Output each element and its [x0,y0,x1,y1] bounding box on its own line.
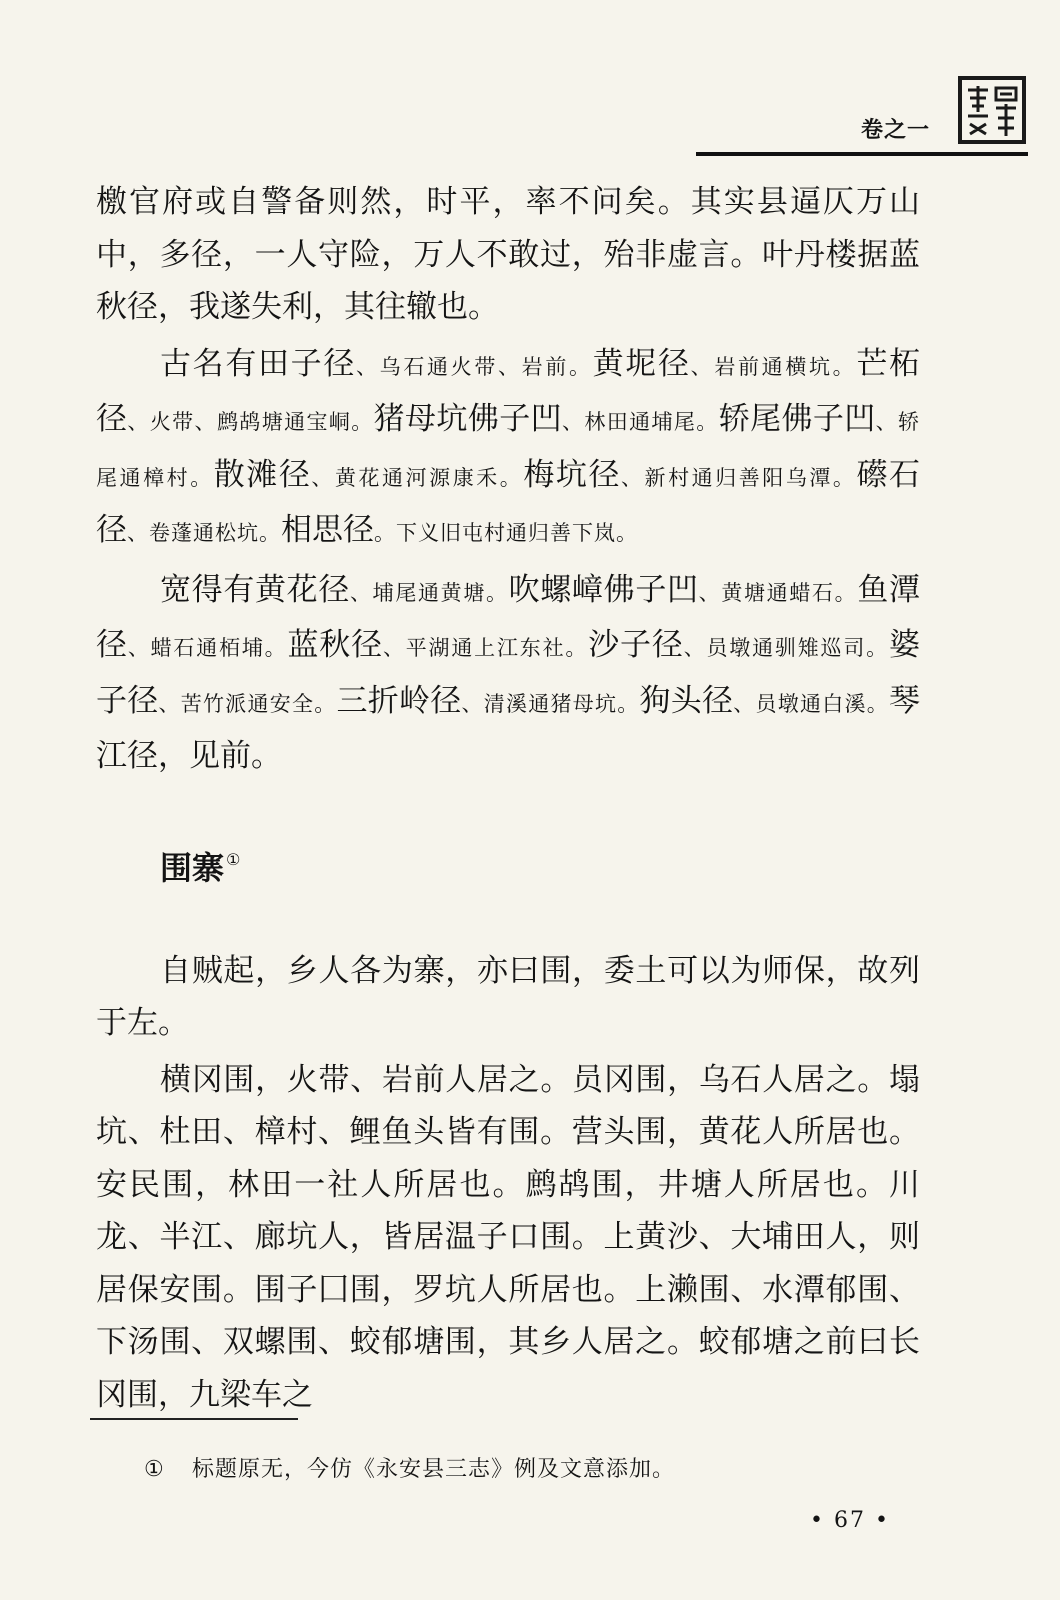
annotation-text: 、平湖通上江东社。 [382,636,589,660]
annotation-text: 、卷蓬通松坑。 [127,521,281,545]
seal-stamp-icon [958,76,1026,144]
body-text: 狗头径 [639,682,734,719]
paragraph [96,176,920,334]
body-text: 琴江径，见前。 [96,682,920,774]
annotation-text: 。下义旧屯村通归善下岚。 [374,521,638,545]
main-text [96,176,920,1421]
body-text: 宽得有黄花径 [160,571,350,608]
body-text: 芒柘径 [96,345,921,437]
annotation-text: 、火带、鹧鸪塘通宝峒。 [127,410,374,434]
annotation-text: 、乌石通火带、岩前。 [356,354,593,379]
body-text: 古名有田子径 [160,345,356,382]
annotation-text: 、新村通归善阳乌潭。 [621,465,857,490]
body-text: 礤石径 [96,456,921,548]
body-text: 横冈围，火带、岩前人居之。员冈围，乌石人居之。塌坑、杜田、樟村、鲤鱼头皆有围。营头围，黄花人所居也。安民围，林田一社人所居也。鹧鸪围，井塘人所居也。川龙、半江、廊坑人，皆居温子口围。上黄沙、大埔田人，则居保安围。围子囗围，罗坑人所居也。上濑围、水潭郁围、下汤围、双螺围、蛟郁塘围，其乡人居之。蛟郁塘之前曰长冈围，九梁车之 [96,1061,920,1413]
paragraph [96,945,920,1050]
footnote-ref: ① [226,849,241,869]
annotation-text: 、埔尾通黄塘。 [350,580,509,605]
annotation-text: 、清溪通猪母坑。 [461,691,640,716]
body-text: 黄坭径 [592,345,691,382]
body-text: 鱼潭径 [96,571,921,663]
footnote-text: 标题原无，今仿《永安县三志》例及文意添加。 [192,1457,676,1482]
annotation-text: 、蜡石通栢埔。 [127,636,288,660]
body-text: 相思径 [281,512,374,548]
annotation-text: 、黄塘通蜡石。 [698,580,858,605]
body-text: 三折岭径 [336,682,462,719]
annotation-text: 、岩前通横坑。 [690,354,857,379]
section-heading [160,835,920,893]
body-text: 檄官府或自警备则然，时平，率不问矣。其实县逼仄万山中，多径，一人守险，万人不敢过，殆非虚言。叶丹楼据蓝秋径，我遂失利，其往辙也。 [96,184,920,325]
body-text: 沙子径 [588,627,684,663]
section-title: 围寨 [160,848,225,887]
paragraph [96,338,920,560]
annotation-text: 、轿尾通樟村。 [96,410,921,490]
body-text: 梅坑径 [523,456,621,493]
annotation-text: 、黄花通河源康禾。 [311,465,524,490]
body-text: 散滩径 [213,456,312,493]
footnote-rule [90,1418,298,1420]
footnote-mark: ① [144,1457,165,1482]
annotation-text: 、员墩通白溪。 [733,691,889,716]
body-text: 猪母坑佛子凹 [373,401,562,437]
paragraph [96,564,920,783]
paragraph [96,1054,920,1422]
body-text: 吹螺嶂佛子凹 [508,571,699,608]
body-text: 自贼起，乡人各为寨，亦曰围，委土可以为师保，故列于左。 [96,952,920,1041]
footnote [144,1452,675,1483]
body-text: 婆子径 [96,627,920,719]
body-text: 轿尾佛子凹 [718,401,876,437]
body-text: 蓝秋径 [287,627,383,663]
chapter-title: 卷之一 [860,118,930,143]
annotation-text: 、林田通埔尾。 [561,410,719,434]
annotation-text: 、员墩通驯雉巡司。 [683,636,889,660]
page-number: • 67 • [810,1508,890,1533]
annotation-text: 、苦竹派通安全。 [158,691,337,716]
header-rule [696,152,1028,156]
